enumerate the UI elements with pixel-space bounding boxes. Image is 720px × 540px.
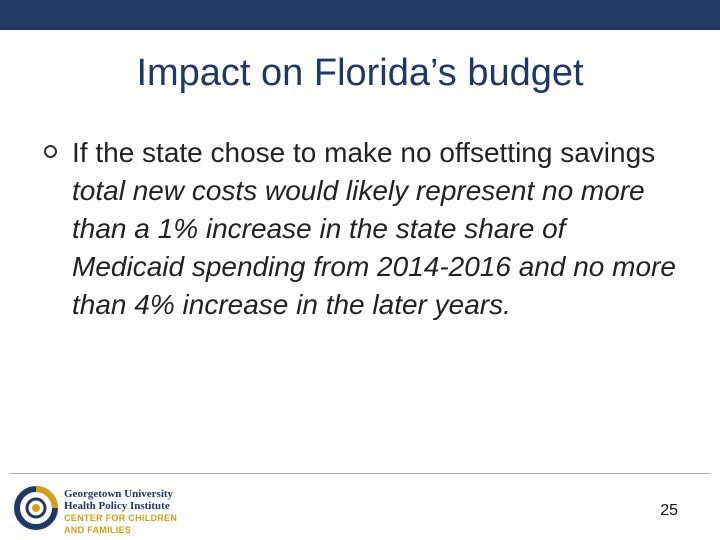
footer-divider (10, 473, 710, 474)
hollow-circle-bullet-icon (44, 145, 57, 158)
bullet-text-plain: If the state chose to make no offsetting savings (72, 137, 656, 168)
page-number: 25 (660, 502, 678, 519)
georgetown-logo-icon (14, 486, 58, 530)
org-line-4: AND FAMILIES (64, 525, 132, 535)
bullet-text (72, 134, 684, 324)
bullet-item (44, 134, 684, 324)
org-line-2: Health Policy Institute (64, 500, 170, 512)
header-bar (0, 0, 720, 30)
org-line-1: Georgetown University (64, 488, 174, 500)
bullet-text-italic: total new costs would likely represent no more than a 1% increase in the state share of Medicaid spending from 2014-2016 and no more than 4% increase in the later years. (72, 175, 676, 320)
org-name (64, 488, 177, 536)
slide-title: Impact on Florida’s budget (136, 52, 584, 94)
org-line-3: CENTER FOR CHILDREN (64, 513, 178, 523)
